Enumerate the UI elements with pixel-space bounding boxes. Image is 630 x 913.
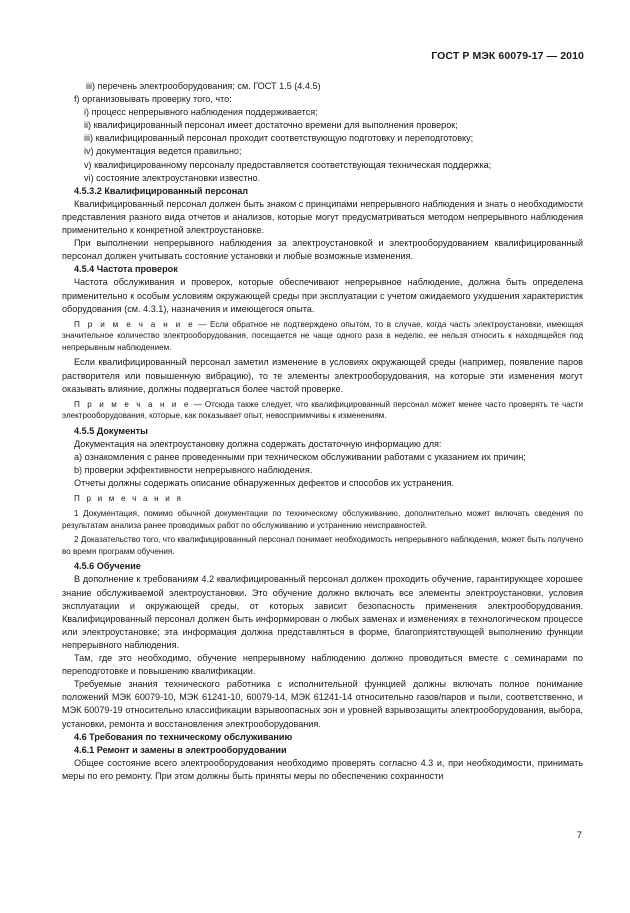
paragraph: В дополнение к требованиям 4.2 квалифицированный персонал должен проходить обучение, гарантирующее хорошее знание обслуживаемой электроустановки. Это обучение должно включать все элементы электроустановки, условия эксплуатации и окружающей среды, от которых зависит безопасность применения электрооборудования. Квалифицированный персонал должен быть информирован о любых заменах и изменениях в технологическом процессе или электроустановке; эта информация должна представляться в форме, благоприятствующей выполнению функции непрерывного наблюдения. bbox=[62, 574, 583, 650]
section-heading: 4.5.6 Обучение bbox=[74, 561, 141, 572]
note bbox=[62, 399, 583, 422]
paragraph: a) ознакомления с ранее проведенными при техническом обслуживании работами с указанием их причин; bbox=[74, 452, 526, 463]
paragraph: Если квалифицированный персонал заметил изменение в условиях окружающей среды (например, появление паров растворителя или повышенную вибрацию), то те элементы электрооборудования, на которые эти изменения могут оказывать влияние, должны подвергаться более частой проверке. bbox=[62, 357, 583, 394]
standard-header: ГОСТ Р МЭК 60079-17 — 2010 bbox=[431, 50, 584, 62]
note: 1 Документация, помимо обычной документации по техническому обслуживанию, дополнительно может включать сведения по результатам анализа ранее проводимых работ по обслуживанию и устранению неисправностей. bbox=[62, 509, 583, 530]
paragraph: Отчеты должны содержать описание обнаруженных дефектов и способов их устранения. bbox=[74, 478, 454, 489]
section-heading: 4.6.1 Ремонт и замены в электрооборудовании bbox=[74, 744, 287, 755]
section-heading: 4.6 Требования по техническому обслуживанию bbox=[74, 731, 293, 742]
note-label: П р и м е ч а н и е bbox=[74, 399, 191, 409]
notes-label: П р и м е ч а н и я bbox=[74, 494, 184, 504]
list-item: vi) состояние электроустановки известно. bbox=[84, 172, 261, 183]
paragraph: При выполнении непрерывного наблюдения за электроустановкой и электрооборудованием квалифицированный персонал должен учитывать состояние установки и любые возможные изменения. bbox=[62, 238, 583, 262]
note-label: П р и м е ч а н и е bbox=[74, 319, 195, 329]
page-number: 7 bbox=[576, 830, 582, 841]
section-heading: 4.5.3.2 Квалифицированный персонал bbox=[74, 185, 249, 196]
note-text: — Отсюда также следует, что квалифицированный персонал может менее часто проверять те части электрооборудования, которые, как показывает опыт, невосприимчивы к изменениям. bbox=[62, 399, 583, 421]
note-text: — Если обратное не подтверждено опытом, то в случае, когда часть электроустановки, имеющая значительное количество электрооборудования, посещается не чаще одного раза в неделю, ее нельзя относить к находящейся под непрерывным наблюдением. bbox=[62, 319, 584, 352]
paragraph: Документация на электроустановку должна содержать достаточную информацию для: bbox=[74, 439, 442, 450]
note: 2 Доказательство того, что квалифицированный персонал понимает необходимость непрерывного наблюдения, может быть получено во время программ обучения. bbox=[62, 535, 583, 556]
section-heading: 4.5.5 Документы bbox=[74, 425, 148, 436]
paragraph: b) проверки эффективности непрерывного наблюдения. bbox=[74, 465, 313, 476]
note bbox=[62, 319, 583, 354]
paragraph: Общее состояние всего электрооборудования необходимо проверять согласно 4.3 и, при необходимости, принимать меры по его ремонту. При этом должны быть приняты меры по обеспечению сохранности bbox=[62, 757, 583, 781]
list-item: i) процесс непрерывного наблюдения поддерживается; bbox=[84, 107, 318, 118]
list-item: iii) перечень электрооборудования; см. ГОСТ 1.5 (4.4.5) bbox=[86, 81, 321, 91]
paragraph: Квалифицированный персонал должен быть знаком с принципами непрерывного наблюдения и знать о необходимости представления разного вида отчетов и анализов, которые могут предусматриваться методом непрерывного наблюдения применительно к конкретной электроустановке. bbox=[62, 198, 583, 236]
paragraph: Там, где это необходимо, обучение непрерывному наблюдению должно проводиться вместе с семинарами по переподготовке и повышению квалификации. bbox=[62, 653, 583, 677]
section-heading: 4.5.4 Частота проверок bbox=[74, 264, 178, 275]
paragraph: Требуемые знания технического работника с исполнительной функцией должны включать полное понимание положений МЭК 60079-10, МЭК 61241-10, 60079-14, МЭК 61241-14 относительно газов/паров и пыли, соответственно, и МЭК 60079-19 относительно классификации взрывоопасных зон и уровней взрывозащиты электрооборудования, выбора, установки, ремонта и восстановления электрооборудования. bbox=[62, 679, 583, 729]
paragraph: Частота обслуживания и проверок, которые обеспечивают непрерывное наблюдение, должна быть определена применительно к особым условиям окружающей среды при эксплуатации с учетом ожидаемого ухудшения характеристик оборудования (см. 4.3.1), назначения и имеющегося опыта. bbox=[62, 277, 583, 314]
document-body bbox=[62, 80, 583, 783]
list-item: ii) квалифицированный персонал имеет достаточно времени для выполнения проверок; bbox=[84, 120, 458, 131]
list-item: iii) квалифицированный персонал проходит соответствующую подготовку и переподготовку; bbox=[84, 133, 474, 144]
list-item: f) организовывать проверку того, что: bbox=[74, 94, 232, 105]
list-item: v) квалифицированному персоналу предоставляется соответствующая техническая поддержка; bbox=[84, 159, 492, 170]
list-item: iv) документация ведется правильно; bbox=[84, 146, 242, 157]
